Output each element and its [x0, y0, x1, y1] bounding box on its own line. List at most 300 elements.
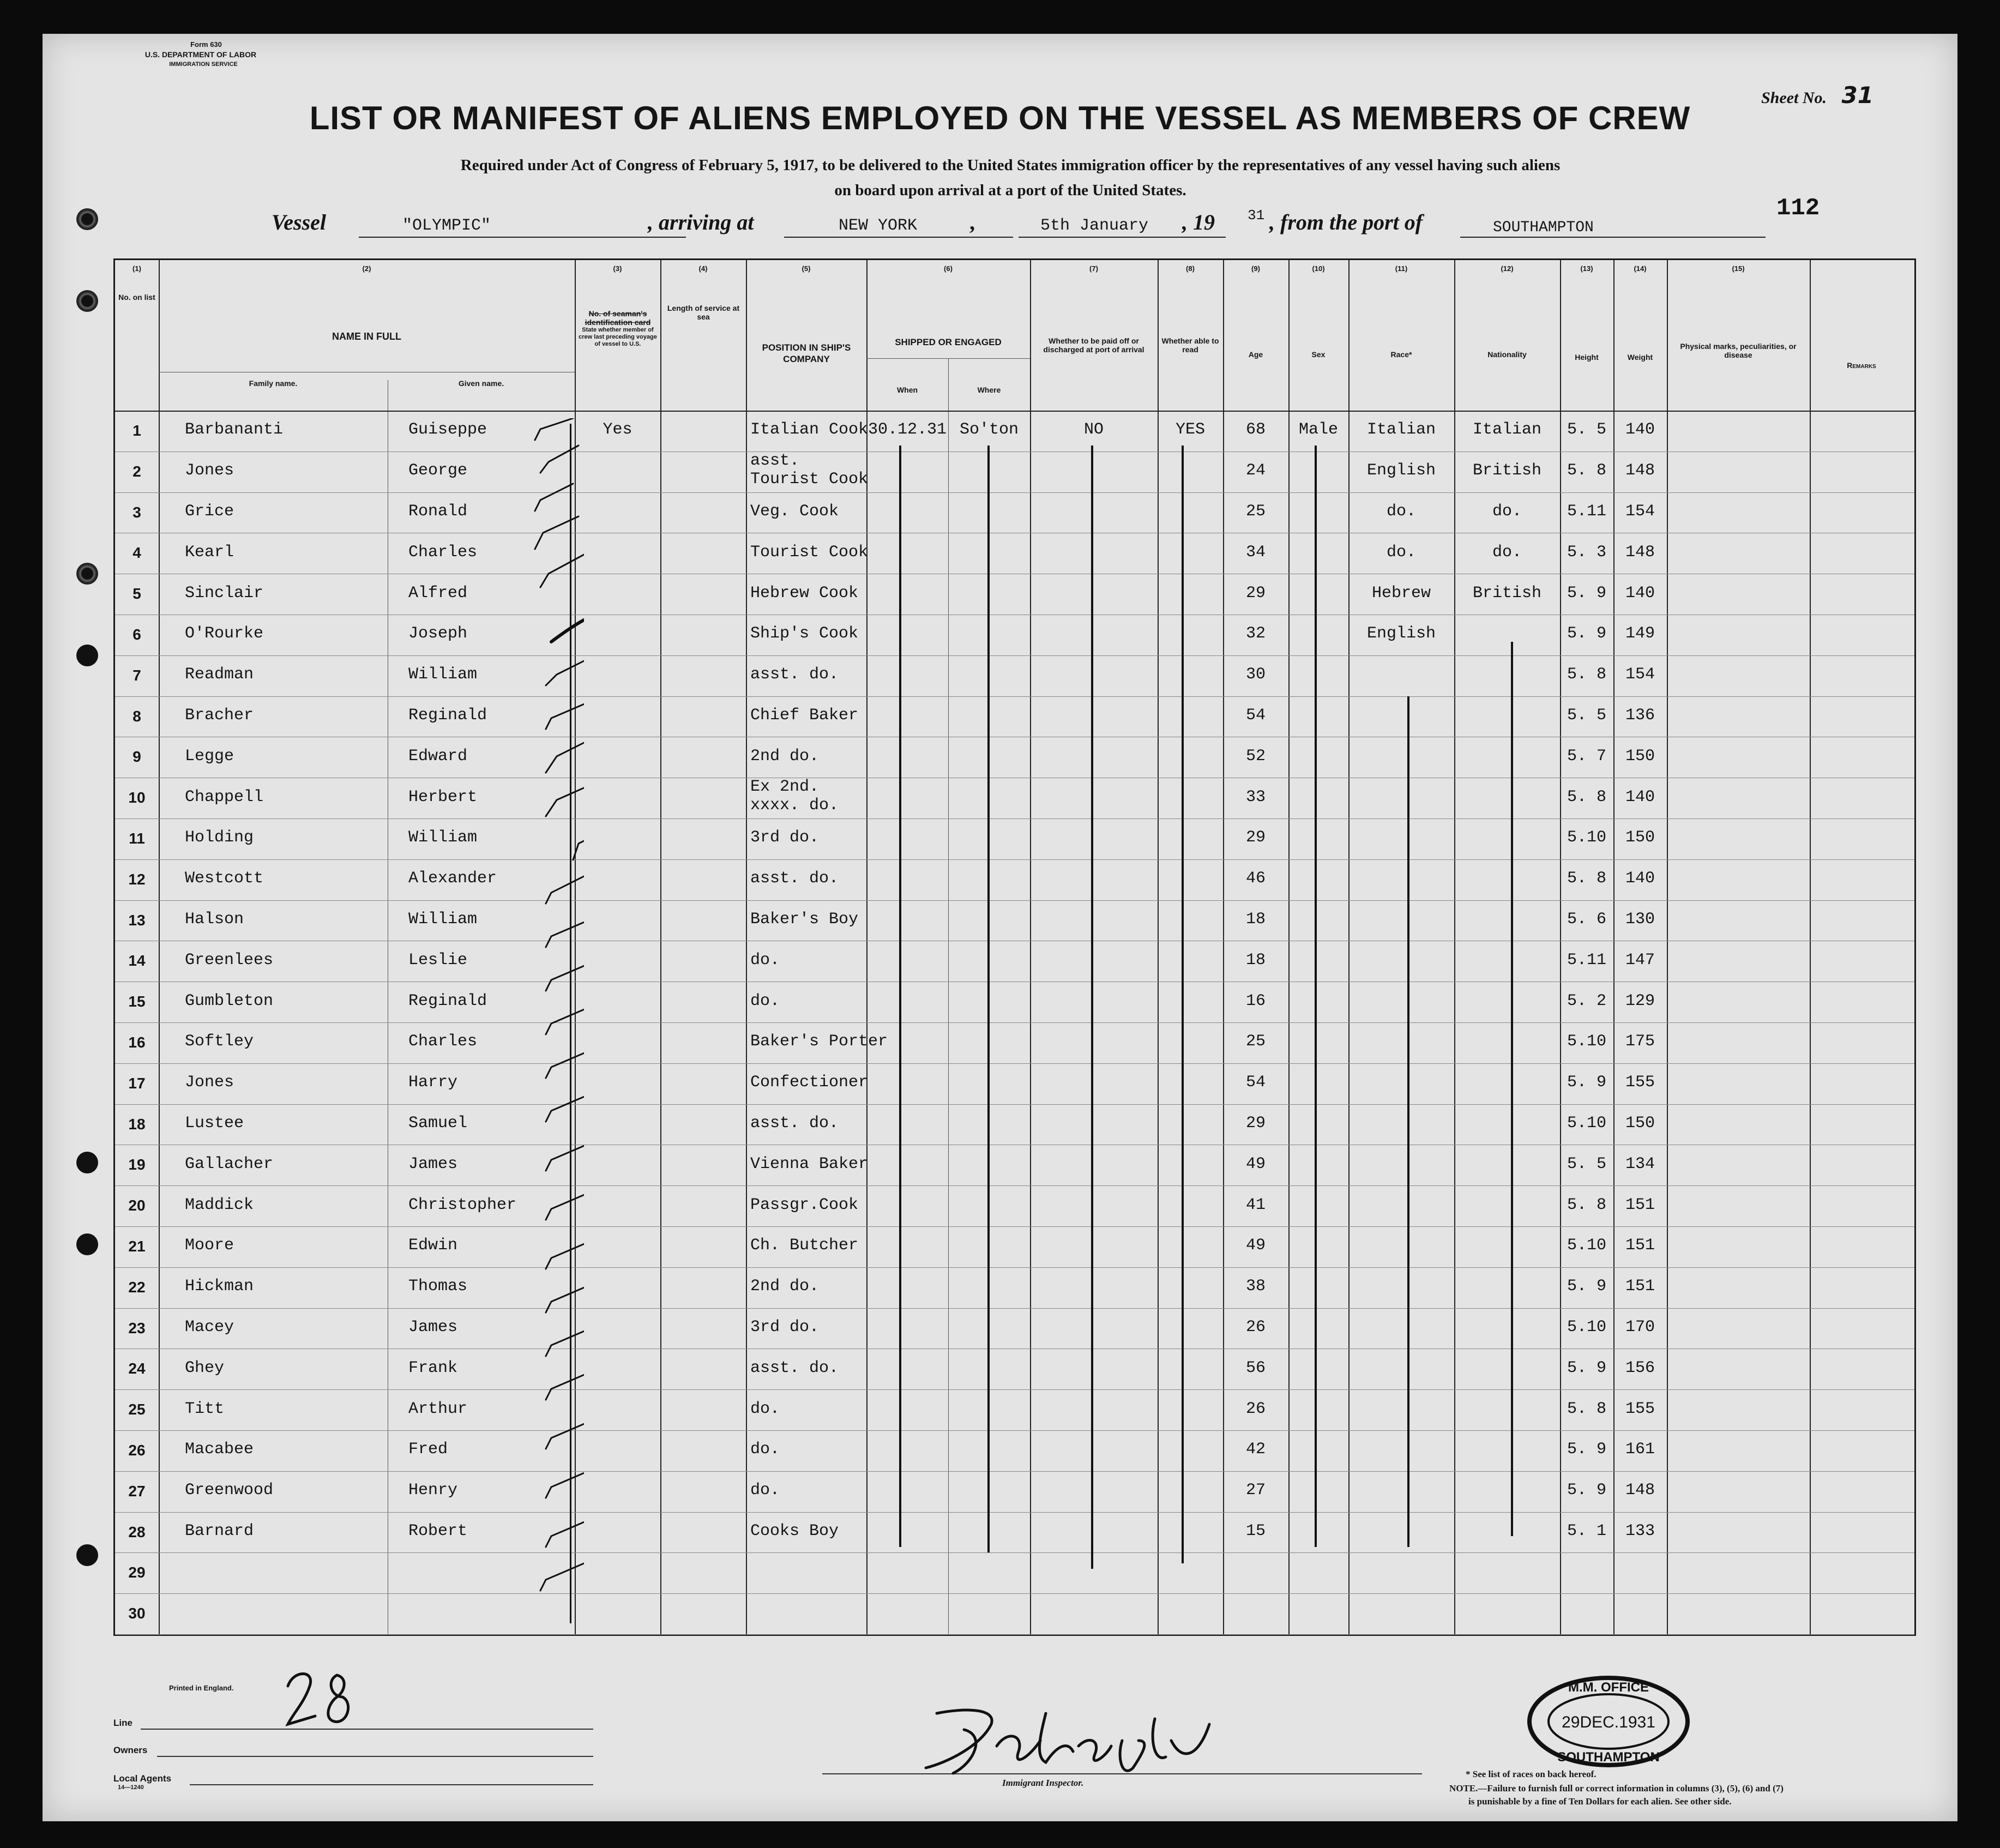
cell-height: 5. 2	[1567, 991, 1606, 1010]
cell-age: 29	[1245, 1114, 1266, 1133]
cell-family: Greenwood	[185, 1481, 274, 1500]
cell-weight: 156	[1625, 1358, 1655, 1377]
cell-nationality: British	[1472, 583, 1542, 603]
cell-read: YES	[1175, 420, 1205, 440]
column-divider	[1667, 260, 1668, 1634]
cell-position: asst. do.	[750, 665, 839, 684]
row-number: 3	[132, 503, 141, 521]
cell-age: 68	[1245, 420, 1266, 440]
col2-number: (2)	[362, 264, 371, 273]
col4-number: (4)	[698, 264, 708, 273]
row-number: 7	[132, 666, 141, 684]
punch-hole	[76, 1233, 98, 1255]
row-divider	[115, 1471, 1914, 1472]
col-able-to-read: Whether able to read	[1161, 336, 1219, 354]
cell-age: 16	[1245, 991, 1266, 1010]
cell-age: 49	[1245, 1154, 1266, 1173]
col-race: Race*	[1390, 350, 1412, 359]
cell-position: Confectioner	[750, 1073, 869, 1092]
cell-given: William	[408, 828, 478, 847]
cell-age: 15	[1245, 1522, 1266, 1541]
cell-position: 2nd do.	[750, 747, 820, 766]
cell-family: Holding	[185, 828, 254, 847]
cell-family: Legge	[185, 747, 234, 766]
cell-weight: 175	[1625, 1032, 1655, 1051]
col-name-in-full: NAME IN FULL	[332, 331, 401, 342]
cell-position: Italian Cook	[750, 420, 869, 440]
row-number: 14	[128, 952, 146, 970]
cell-race: English	[1366, 624, 1436, 643]
agents-label: Local Agents	[113, 1773, 172, 1784]
col12-number: (12)	[1501, 264, 1514, 273]
cell-age: 27	[1245, 1481, 1266, 1500]
cell-position: Hebrew Cook	[750, 583, 859, 603]
cell-family: Lustee	[185, 1114, 244, 1133]
ditto-line	[1091, 446, 1093, 1569]
cell-weight: 151	[1625, 1236, 1655, 1255]
cell-family: Westcott	[185, 869, 264, 888]
row-number: 15	[128, 993, 146, 1010]
col9-number: (9)	[1251, 264, 1260, 273]
cell-given: Arthur	[408, 1399, 468, 1418]
comma: ,	[969, 210, 975, 234]
col-paid-off: Whether to be paid off or discharged at port of arrival	[1043, 336, 1144, 354]
cell-age: 41	[1245, 1195, 1266, 1214]
cell-nationality: Italian	[1472, 420, 1542, 440]
row-divider	[115, 1308, 1914, 1309]
cell-weight: 151	[1625, 1195, 1655, 1214]
arriving-underline	[784, 237, 1013, 238]
row-number: 22	[128, 1278, 146, 1296]
col1-number: (1)	[132, 264, 141, 273]
cell-position: Ex 2nd. xxxx. do.	[750, 778, 839, 815]
column-divider	[1158, 260, 1159, 1634]
col-where: Where	[977, 386, 1001, 394]
cell-weight: 136	[1625, 706, 1655, 725]
cell-family: Jones	[185, 1073, 234, 1092]
ditto-line	[1182, 446, 1184, 1563]
line-field	[141, 1729, 593, 1730]
cell-race: Hebrew	[1371, 583, 1431, 603]
col3-number: (3)	[613, 264, 622, 273]
ditto-line	[1511, 642, 1513, 1536]
cell-weight: 140	[1625, 869, 1655, 888]
cell-height: 5. 8	[1567, 787, 1606, 806]
cell-position: do.	[750, 1399, 780, 1418]
punch-hole	[76, 645, 98, 666]
cell-height: 5. 9	[1567, 1358, 1606, 1377]
punch-hole	[76, 1544, 98, 1566]
col-height: Height	[1575, 353, 1599, 362]
ditto-line	[987, 446, 990, 1552]
vessel-underline	[359, 237, 686, 238]
stamp-top-text: M.M. OFFICE	[1568, 1680, 1649, 1695]
row-divider	[115, 1634, 1914, 1635]
col-previous-voyage: State whether member of crew last preceding voyage of vessel to U.S.	[579, 327, 657, 347]
handwritten-count	[282, 1664, 359, 1730]
arriving-label: , arriving at	[648, 210, 754, 234]
cell-height: 5. 8	[1567, 869, 1606, 888]
cell-age: 26	[1245, 1318, 1266, 1337]
row-divider	[115, 859, 1914, 860]
cell-height: 5. 9	[1567, 624, 1606, 643]
cell-height: 5. 5	[1567, 706, 1606, 725]
cell-given: Guiseppe	[408, 420, 487, 440]
punch-hole	[76, 563, 98, 585]
punch-hole	[76, 1152, 98, 1173]
cell-sex: Male	[1298, 420, 1338, 440]
cell-height: 5. 5	[1567, 1154, 1606, 1173]
col15-number: (15)	[1732, 264, 1745, 273]
races-note: * See list of races on back hereof.	[1466, 1769, 1597, 1779]
inspector-signature	[915, 1702, 1220, 1784]
cell-family: Moore	[185, 1236, 234, 1255]
cell-race: English	[1366, 461, 1436, 480]
cell-family: Gallacher	[185, 1154, 274, 1173]
cell-age: 56	[1245, 1358, 1266, 1377]
cell-given: Frank	[408, 1358, 458, 1377]
cell-position: asst. do.	[750, 1358, 839, 1377]
subtitle-line-1: Required under Act of Congress of February 5, 1917, to be delivered to the United States immigration officer by the representatives of any vessel having such aliens	[460, 156, 1561, 174]
col-remarks: Remarks	[1847, 361, 1876, 370]
ditto-line	[1407, 696, 1409, 1547]
column-divider	[660, 260, 661, 1634]
col-length-of-service: Length of service at sea	[667, 304, 740, 321]
date-underline	[1019, 237, 1226, 238]
cell-race: do.	[1386, 543, 1416, 562]
row-number: 26	[128, 1441, 146, 1459]
cell-weight: 147	[1625, 950, 1655, 970]
cell-given: Charles	[408, 1032, 478, 1051]
cell-position: asst. do.	[750, 869, 839, 888]
cell-family: Readman	[185, 665, 254, 684]
penalty-note-2: is punishable by a fine of Ten Dollars for each alien. See other side.	[1468, 1796, 1732, 1807]
row-number: 21	[128, 1237, 146, 1255]
cell-given: Alfred	[408, 583, 468, 603]
cell-age: 24	[1245, 461, 1266, 480]
cell-height: 5. 3	[1567, 543, 1606, 562]
cell-when: 30.12.31	[868, 420, 947, 440]
cell-family: Gumbleton	[185, 991, 274, 1010]
cell-age: 30	[1245, 665, 1266, 684]
col5-number: (5)	[802, 264, 811, 273]
col7-number: (7)	[1089, 264, 1098, 273]
row-divider	[115, 492, 1914, 493]
cell-family: Macey	[185, 1318, 234, 1337]
cell-given: George	[408, 461, 468, 480]
col-family-name: Family name.	[249, 379, 298, 388]
cell-given: Reginald	[408, 706, 487, 725]
cell-given: Joseph	[408, 624, 468, 643]
row-divider	[115, 1226, 1914, 1227]
cell-height: 5.10	[1567, 1114, 1606, 1133]
cell-age: 38	[1245, 1277, 1266, 1296]
cell-family: Softley	[185, 1032, 254, 1051]
cell-weight: 130	[1625, 910, 1655, 929]
cell-family: Barnard	[185, 1522, 254, 1541]
cell-position: Vienna Baker	[750, 1154, 869, 1173]
row-number: 2	[132, 462, 141, 480]
punch-hole	[76, 208, 98, 230]
cell-weight: 161	[1625, 1440, 1655, 1459]
cell-family: Hickman	[185, 1277, 254, 1296]
cell-weight: 170	[1625, 1318, 1655, 1337]
cell-given: William	[408, 665, 478, 684]
cell-given: Christopher	[408, 1195, 517, 1214]
stamp-date: 29DEC.1931	[1562, 1713, 1655, 1731]
cell-family: Sinclair	[185, 583, 264, 603]
cell-where: So'ton	[959, 420, 1019, 440]
cell-position: asst. do.	[750, 1114, 839, 1133]
cell-family: Maddick	[185, 1195, 254, 1214]
cell-family: Barbananti	[185, 420, 284, 440]
cell-weight: 148	[1625, 1481, 1655, 1500]
col-weight: Weight	[1627, 353, 1653, 362]
cell-height: 5. 6	[1567, 910, 1606, 929]
cell-age: 46	[1245, 869, 1266, 888]
sheet-label: Sheet No.	[1761, 89, 1827, 107]
cell-weight: 150	[1625, 747, 1655, 766]
row-number: 11	[129, 829, 145, 847]
row-divider	[115, 1104, 1914, 1105]
service-name: IMMIGRATION SERVICE	[169, 61, 238, 68]
row-number: 29	[128, 1564, 146, 1581]
stamp-bottom-text: SOUTHAMPTON	[1557, 1750, 1660, 1765]
manifest-sheet	[43, 34, 1957, 1821]
cell-height: 5. 9	[1567, 583, 1606, 603]
cell-position: Ch. Butcher	[750, 1236, 859, 1255]
cell-age: 32	[1245, 624, 1266, 643]
row-number: 23	[128, 1319, 146, 1337]
cell-weight: 155	[1625, 1073, 1655, 1092]
from-port: SOUTHAMPTON	[1493, 219, 1594, 236]
cell-weight: 129	[1625, 991, 1655, 1010]
row-divider	[115, 1512, 1914, 1513]
department-name: U.S. DEPARTMENT OF LABOR	[144, 50, 257, 59]
cell-weight: 148	[1625, 461, 1655, 480]
cell-age: 54	[1245, 706, 1266, 725]
row-divider	[115, 818, 1914, 819]
cell-position: do.	[750, 950, 780, 970]
owners-field	[157, 1756, 593, 1757]
cell-height: 5.10	[1567, 1318, 1606, 1337]
col-shipped-engaged: SHIPPED OR ENGAGED	[895, 337, 1002, 347]
cell-age: 18	[1245, 910, 1266, 929]
col-identification	[577, 309, 658, 348]
col-physical-marks: Physical marks, peculiarities, or disease	[1680, 342, 1797, 359]
row-divider	[115, 1430, 1914, 1431]
col6-number: (6)	[944, 264, 953, 273]
page-number: 112	[1776, 195, 1820, 222]
cell-position: Chief Baker	[750, 706, 859, 725]
office-stamp	[1527, 1675, 1690, 1768]
cell-age: 26	[1245, 1399, 1266, 1418]
cell-given: Harry	[408, 1073, 458, 1092]
column-divider	[1030, 260, 1031, 1634]
cell-weight: 140	[1625, 420, 1655, 440]
column-divider	[1288, 260, 1290, 1634]
cell-age: 29	[1245, 583, 1266, 603]
cell-height: 5.11	[1567, 950, 1606, 970]
cell-height: 5. 8	[1567, 1399, 1606, 1418]
row-divider	[115, 1552, 1914, 1553]
cell-given: Charles	[408, 543, 478, 562]
col-when: When	[896, 386, 918, 394]
subtitle-line-2: on board upon arrival at a port of the United States.	[834, 182, 1186, 199]
cell-height: 5. 8	[1567, 665, 1606, 684]
cell-given: William	[408, 910, 478, 929]
cell-given: James	[408, 1318, 458, 1337]
cell-family: Titt	[185, 1399, 225, 1418]
cell-given: Robert	[408, 1522, 468, 1541]
cell-race: Italian	[1366, 420, 1436, 440]
form-number: Form 630	[190, 40, 222, 49]
cell-given: Reginald	[408, 991, 487, 1010]
col13-number: (13)	[1580, 264, 1593, 273]
cell-height: 5. 9	[1567, 1073, 1606, 1092]
row-number: 24	[128, 1360, 146, 1377]
cell-family: Halson	[185, 910, 244, 929]
inspector-label: Immigrant Inspector.	[1002, 1778, 1084, 1788]
vessel-label: Vessel	[272, 210, 326, 234]
col-given-name: Given name.	[458, 379, 504, 388]
agents-field	[190, 1784, 593, 1785]
row-number: 12	[128, 870, 146, 888]
cell-height: 5. 8	[1567, 1195, 1606, 1214]
cell-age: 52	[1245, 747, 1266, 766]
row-number: 28	[128, 1523, 146, 1540]
cell-position: Tourist Cook	[750, 543, 869, 562]
col-age: Age	[1248, 350, 1263, 359]
cell-given: Leslie	[408, 950, 468, 970]
line-label: Line	[113, 1718, 132, 1728]
col14-number: (14)	[1634, 264, 1647, 273]
cell-nationality: do.	[1492, 502, 1522, 521]
cell-position: Baker's Boy	[750, 910, 859, 929]
row-number: 4	[132, 544, 141, 562]
col-sex: Sex	[1311, 350, 1326, 359]
cell-weight: 148	[1625, 543, 1655, 562]
cell-height: 5. 9	[1567, 1440, 1606, 1459]
cell-given: Herbert	[408, 787, 478, 806]
crew-manifest-table	[113, 258, 1916, 1636]
cell-prev: Yes	[603, 420, 632, 440]
column-divider	[746, 260, 747, 1634]
cell-paid: NO	[1083, 420, 1104, 440]
cell-height: 5. 8	[1567, 461, 1606, 480]
cell-weight: 133	[1625, 1522, 1655, 1541]
row-number: 25	[128, 1401, 146, 1418]
cell-weight: 154	[1625, 665, 1655, 684]
year-suffix: 31	[1248, 207, 1265, 224]
cell-family: Bracher	[185, 706, 254, 725]
cell-height: 5. 9	[1567, 1481, 1606, 1500]
owners-label: Owners	[113, 1745, 148, 1755]
cell-family: Kearl	[185, 543, 234, 562]
cell-family: Ghey	[185, 1358, 225, 1377]
cell-nationality: do.	[1492, 543, 1522, 562]
cell-position: 3rd do.	[750, 828, 820, 847]
sheet-number: 31	[1841, 82, 1874, 109]
row-divider	[115, 1267, 1914, 1268]
ditto-line	[1315, 446, 1317, 1547]
cell-position: 2nd do.	[750, 1277, 820, 1296]
cell-given: Fred	[408, 1440, 448, 1459]
row-divider	[115, 1593, 1914, 1594]
row-number: 6	[132, 625, 141, 643]
cell-height: 5. 5	[1567, 420, 1606, 440]
cell-given: Edwin	[408, 1236, 458, 1255]
col-position: POSITION IN SHIP'S COMPANY	[762, 342, 851, 364]
cell-position: Veg. Cook	[750, 502, 839, 521]
cell-position: do.	[750, 991, 780, 1010]
cell-age: 33	[1245, 787, 1266, 806]
row-number: 10	[128, 789, 146, 806]
column-divider	[1810, 260, 1811, 1634]
row-divider	[115, 900, 1914, 901]
cell-weight: 154	[1625, 502, 1655, 521]
cell-age: 42	[1245, 1440, 1266, 1459]
cell-age: 34	[1245, 543, 1266, 562]
cell-weight: 149	[1625, 624, 1655, 643]
cell-age: 18	[1245, 950, 1266, 970]
cell-position: do.	[750, 1481, 780, 1500]
row-divider	[115, 1389, 1914, 1390]
cell-position: Ship's Cook	[750, 624, 859, 643]
row-number: 20	[128, 1197, 146, 1214]
row-number: 17	[128, 1074, 146, 1092]
cell-given: James	[408, 1154, 458, 1173]
header-divider	[115, 411, 1914, 412]
form-code: 14—1240	[118, 1784, 144, 1791]
cell-given: Ronald	[408, 502, 468, 521]
printed-in-england: Printed in England.	[169, 1684, 234, 1692]
cell-age: 25	[1245, 502, 1266, 521]
row-number: 8	[132, 707, 141, 725]
ditto-line	[899, 446, 901, 1547]
cell-age: 49	[1245, 1236, 1266, 1255]
penalty-note-1: NOTE.—Failure to furnish full or correct information in columns (3), (5), (6) and (7)	[1449, 1783, 1784, 1793]
cell-family: O'Rourke	[185, 624, 264, 643]
row-divider	[115, 1063, 1914, 1064]
cell-position: 3rd do.	[750, 1318, 820, 1337]
cell-race: do.	[1386, 502, 1416, 521]
column-divider	[159, 260, 160, 1634]
cell-given: Alexander	[408, 869, 497, 888]
cell-family: Chappell	[185, 787, 264, 806]
cell-position: Baker's Porter	[750, 1032, 888, 1051]
column-divider	[948, 358, 949, 1634]
manifest-subtitle	[206, 153, 1815, 203]
checkmark-strokes	[409, 418, 584, 1629]
cell-family: Greenlees	[185, 950, 274, 970]
vessel-name: "OLYMPIC"	[402, 216, 491, 235]
row-number: 18	[128, 1115, 146, 1133]
cell-weight: 150	[1625, 828, 1655, 847]
year-prefix: , 19	[1182, 210, 1215, 234]
cell-age: 54	[1245, 1073, 1266, 1092]
manifest-title: LIST OR MANIFEST OF ALIENS EMPLOYED ON THE VESSEL AS MEMBERS OF CREW	[309, 100, 1691, 136]
row-number: 13	[128, 911, 146, 929]
col10-number: (10)	[1312, 264, 1325, 273]
col8-number: (8)	[1186, 264, 1195, 273]
row-divider	[115, 655, 1914, 656]
cell-weight: 140	[1625, 787, 1655, 806]
row-number: 16	[128, 1033, 146, 1051]
cell-given: Samuel	[408, 1114, 468, 1133]
row-number: 5	[132, 585, 141, 603]
cell-family: Macabee	[185, 1440, 254, 1459]
